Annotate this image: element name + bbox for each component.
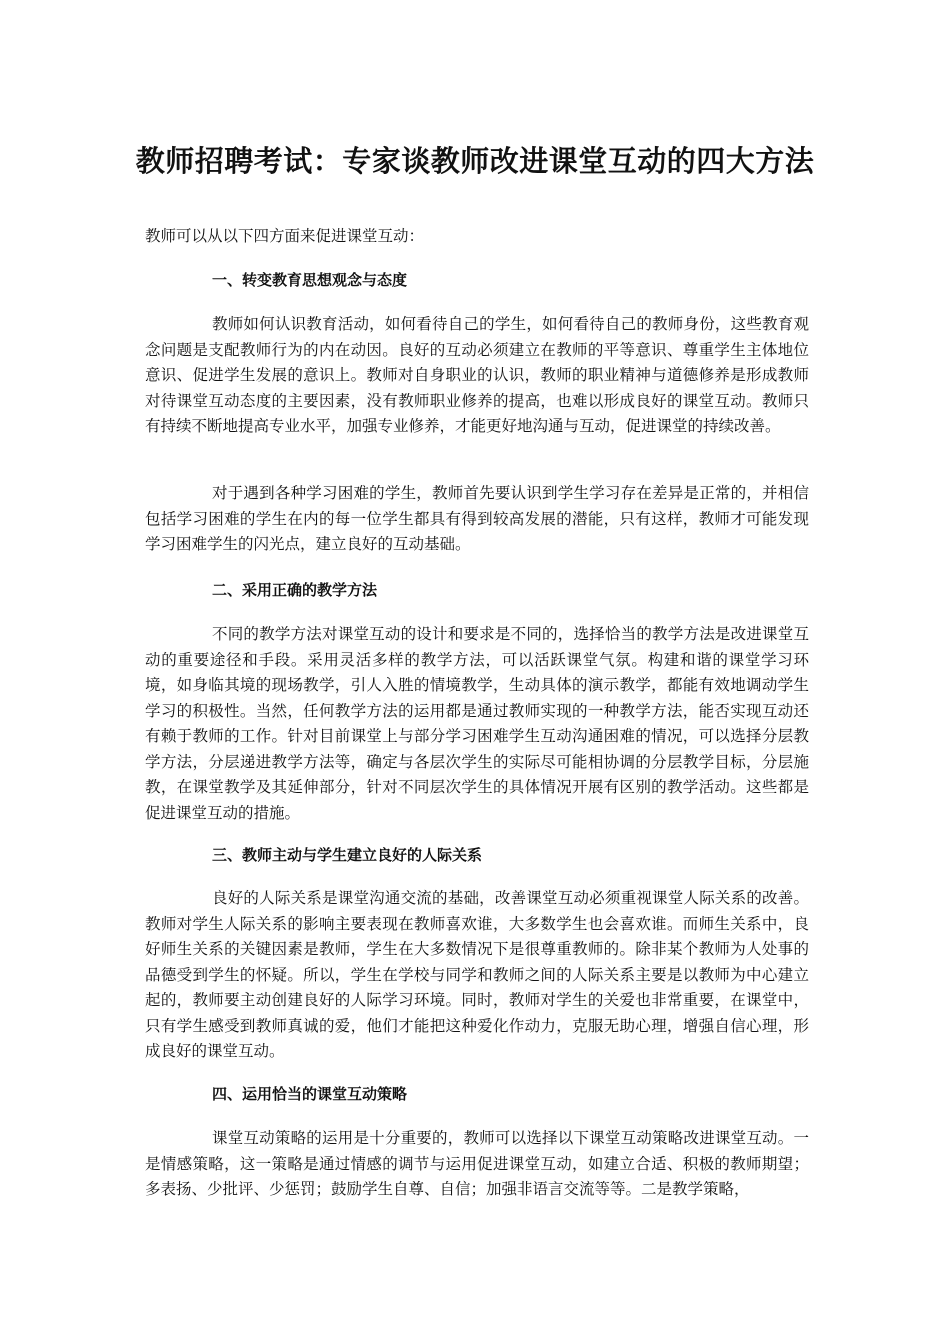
section-3-paragraph-1: 良好的人际关系是课堂沟通交流的基础，改善课堂互动必须重视课堂人际关系的改善。教师对学生人际关系的影响主要表现在教师喜欢谁，大多数学生也会喜欢谁。而师生关系中，良好师生关系的关键因素是教师，学生在大多数情况下是很尊重教师的。除非某个教师为人处事的品德受到学生的怀疑。所以，学生在学校与同学和教师之间的人际关系主要是以教师为中心建立起的，教师要主动创建良好的人际学习环境。同时，教师对学生的关爱也非常重要，在课堂中，只有学生感受到教师真诚的爱，他们才能把这种爱化作动力，克服无助心理，增强自信心理，形成良好的课堂互动。	[145, 889, 809, 1060]
section-2-paragraph-1: 不同的教学方法对课堂互动的设计和要求是不同的，选择恰当的教学方法是改进课堂互动的重要途径和手段。采用灵活多样的教学方法，可以活跃课堂气氛。构建和谐的课堂学习环境，如身临其境的现场教学，引人入胜的情境教学，生动具体的演示教学，都能有效地调动学生学习的积极性。当然，任何教学方法的运用都是通过教师实现的一种教学方法，能否实现互动还有赖于教师的工作。针对目前课堂上与部分学习困难学生互动沟通困难的情况，可以选择分层教学方法，分层递进教学方法等，确定与各层次学生的实际尽可能相协调的分层教学目标，分层施教，在课堂教学及其延伸部分，针对不同层次学生的具体情况开展有区别的教学活动。这些都是促进课堂互动的措施。	[145, 625, 809, 822]
section-1-paragraph-1: 教师如何认识教育活动，如何看待自己的学生，如何看待自己的教师身份，这些教育观念问题是支配教师行为的内在动因。良好的互动必须建立在教师的平等意识、尊重学生主体地位意识、促进学生发展的意识上。教师对自身职业的认识，教师的职业精神与道德修养是形成教师对待课堂互动态度的主要因素，没有教师职业修养的提高，也难以形成良好的课堂互动。教师只有持续不断地提高专业水平，加强专业修养，才能更好地沟通与互动，促进课堂的持续改善。	[145, 315, 809, 435]
section-3-heading: 三、教师主动与学生建立良好的人际关系	[212, 846, 483, 864]
section-4-paragraph-1: 课堂互动策略的运用是十分重要的，教师可以选择以下课堂互动策略改进课堂互动。一是情感策略，这一策略是通过情感的调节与运用促进课堂互动，如建立合适、积极的教师期望；多表扬、少批评、少惩罚；鼓励学生自尊、自信；加强非语言交流等等。二是教学策略，	[145, 1129, 809, 1198]
section-4-heading: 四、运用恰当的课堂互动策略	[212, 1085, 408, 1103]
section-1-paragraph-2: 对于遇到各种学习困难的学生，教师首先要认识到学生学习存在差异是正常的，并相信包括学习困难的学生在内的每一位学生都具有得到较高发展的潜能，只有这样，教师才可能发现学习困难学生的闪光点，建立良好的互动基础。	[145, 484, 809, 553]
section-2-heading: 二、采用正确的教学方法	[212, 581, 378, 599]
document-title: 教师招聘考试：专家谈教师改进课堂互动的四大方法	[135, 144, 815, 178]
intro-paragraph: 教师可以从以下四方面来促进课堂互动：	[145, 227, 425, 245]
section-1-heading: 一、转变教育思想观念与态度	[212, 271, 408, 289]
